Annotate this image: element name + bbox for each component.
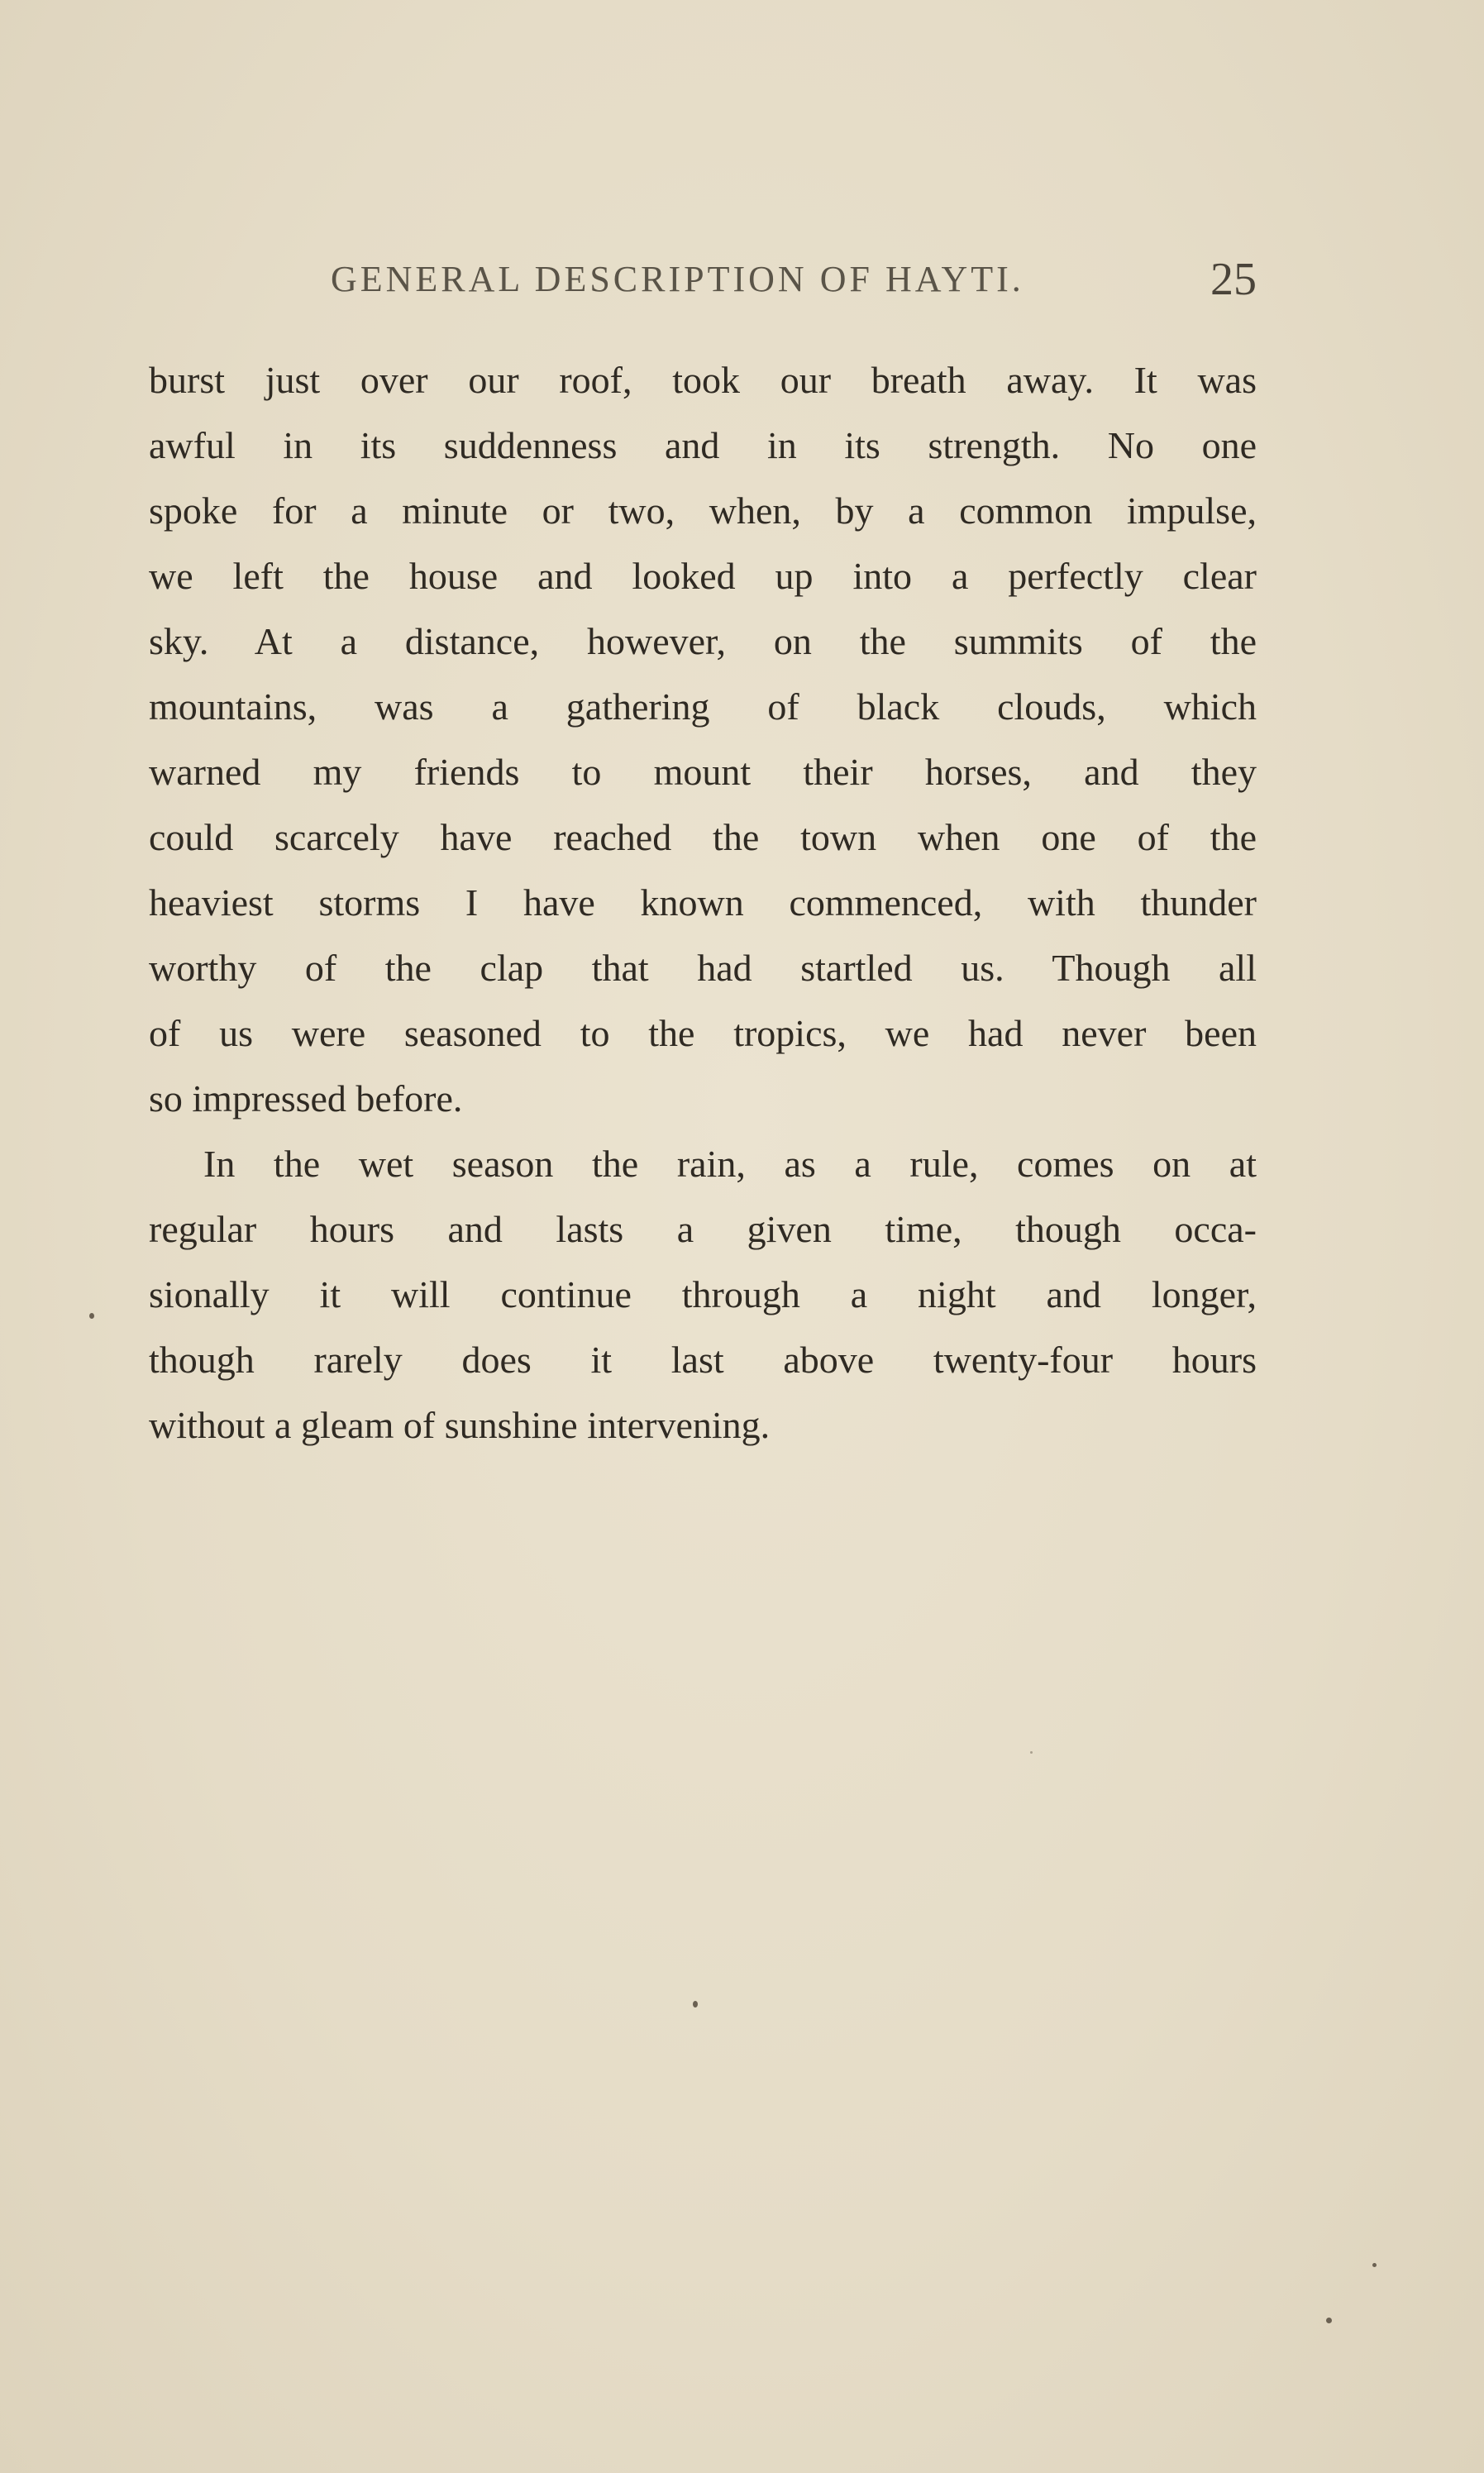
text-line: worthy of the clap that had startled us. Though all <box>149 947 1257 989</box>
paper-speck <box>693 2001 698 2008</box>
body-text <box>149 347 1257 1458</box>
text-line: of us were seasoned to the tropics, we had never been <box>149 1012 1257 1054</box>
text-line: burst just over our roof, took our breath away. It was <box>149 359 1257 401</box>
text-line: we left the house and looked up into a perfectly clear <box>149 555 1257 597</box>
text-line: sky. At a distance, however, on the summits of the <box>149 620 1257 662</box>
text-line: regular hours and lasts a given time, though occa- <box>149 1208 1257 1250</box>
text-line: heaviest storms I have known commenced, with thunder <box>149 881 1257 924</box>
page-number: 25 <box>1210 254 1257 305</box>
paper-speck <box>89 1313 94 1319</box>
running-title: GENERAL DESCRIPTION OF HAYTI. <box>331 259 1024 299</box>
paragraph-2 <box>149 1131 1257 1458</box>
text-line: In the wet season the rain, as a rule, comes on at <box>203 1143 1257 1185</box>
text-line: could scarcely have reached the town when one of the <box>149 816 1257 858</box>
paper-speck <box>1372 2263 1377 2267</box>
paragraph-1 <box>149 347 1257 1131</box>
text-line: warned my friends to mount their horses, and they <box>149 751 1257 793</box>
text-line: mountains, was a gathering of black clouds, which <box>149 685 1257 728</box>
text-line: without a gleam of sunshine intervening. <box>149 1404 771 1446</box>
running-head <box>149 254 1257 308</box>
paper-speck <box>1326 2318 1332 2323</box>
text-line: so impressed before. <box>149 1077 463 1120</box>
text-line: sionally it will continue through a night and longer, <box>149 1273 1257 1315</box>
text-line: awful in its suddenness and in its strength. No one <box>149 424 1257 466</box>
text-line: though rarely does it last above twenty-four hours <box>149 1339 1257 1381</box>
text-line: spoke for a minute or two, when, by a common impulse, <box>149 489 1257 532</box>
paper-speck <box>1030 1751 1033 1754</box>
